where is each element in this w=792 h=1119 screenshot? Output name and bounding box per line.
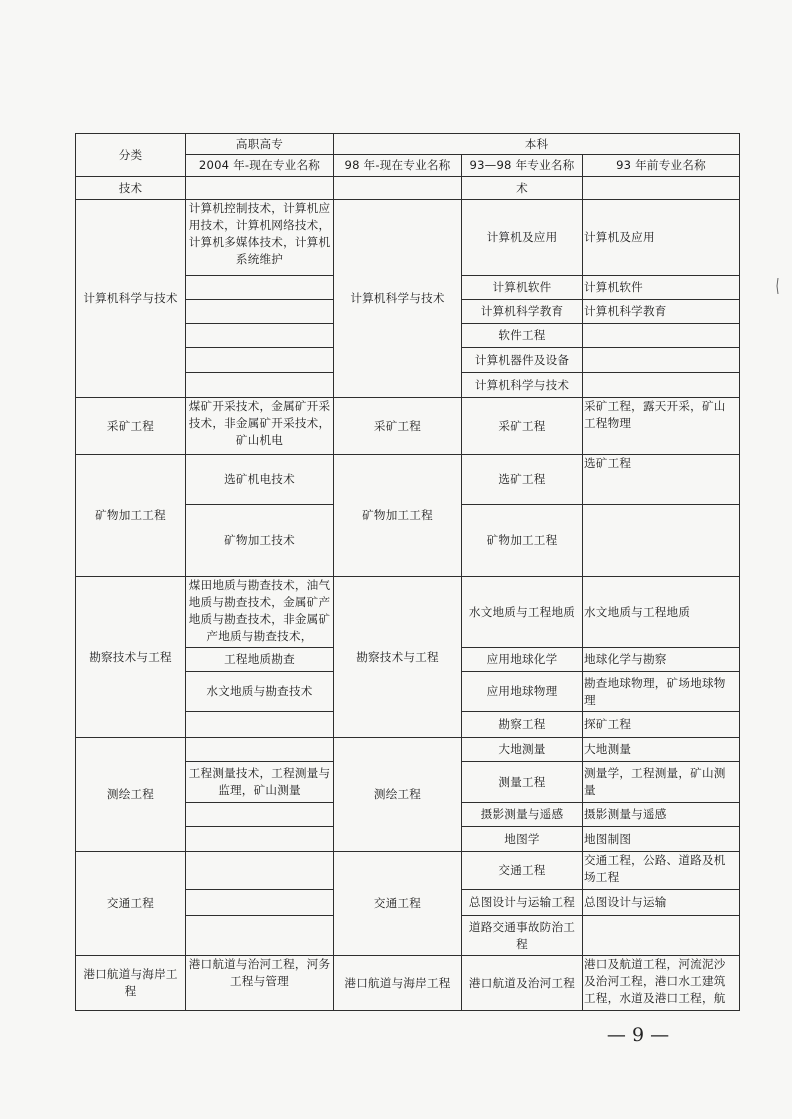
- vocational-major-cell: [186, 300, 333, 323]
- major-pre93-cell: 水文地质与工程地质: [584, 604, 691, 619]
- major-93-98-cell: 计算机及应用: [486, 230, 558, 244]
- major-pre93-cell: 采矿工程，露天开采，矿山工程物理: [584, 399, 726, 430]
- vocational-major-cell: [186, 373, 333, 397]
- header-col-93-98: 93—98 年专业名称: [469, 158, 575, 172]
- major-93-98-cell: 水文地质与工程地质: [468, 604, 576, 619]
- header-undergraduate: 本科: [524, 136, 549, 151]
- margin-ink-mark: [776, 278, 779, 294]
- page-number: — 9 —: [606, 1024, 670, 1046]
- major-93-98-cell: 地图学: [504, 831, 540, 846]
- major-93-98-cell: 选矿工程: [498, 472, 546, 486]
- major-98-cell: 勘察技术与工程: [356, 649, 439, 664]
- vocational-major-cell: [186, 803, 333, 826]
- category-cell: 港口航道与海岸工程: [83, 967, 178, 998]
- major-pre93-cell: 港口及航道工程，河流泥沙及治河工程，港口水工建筑工程，水道及港口工程，航: [584, 957, 726, 1005]
- vocational-major-cell: 选矿机电技术: [224, 472, 295, 486]
- category-cell: 矿物加工工程: [95, 508, 166, 522]
- major-98-cell: 交通工程: [373, 896, 422, 910]
- vocational-major-cell: [186, 276, 333, 299]
- major-93-98-cell: 计算机软件: [492, 280, 552, 294]
- major-pre93-cell: [583, 373, 739, 397]
- vocational-major-cell: [186, 852, 333, 889]
- category-cell: 测绘工程: [106, 787, 155, 801]
- major-93-98-cell: 交通工程: [498, 863, 546, 877]
- major-93-98-cell: 港口航道及治河工程: [468, 975, 576, 990]
- vocational-major-cell: [186, 348, 333, 372]
- vocational-major-cell: [186, 738, 333, 761]
- header-col-pre93: 93 年前专业名称: [616, 158, 706, 172]
- major-pre93-cell: 选矿工程: [584, 456, 632, 470]
- header-col-98: 98 年-现在专业名称: [344, 158, 451, 172]
- major-pre93-cell: 勘查地球物理，矿场地球物理: [584, 675, 726, 707]
- category-cell: 采矿工程: [106, 418, 155, 433]
- carry-over-93-98: 术: [516, 180, 528, 195]
- vocational-major-cell: 水文地质与勘查技术: [206, 684, 313, 698]
- vocational-major-cell: 港口航道与治河工程，河务工程与管理: [188, 957, 331, 988]
- major-pre93-cell: 总图设计与运输: [584, 895, 667, 909]
- major-98-cell: 港口航道与海岸工程: [344, 975, 451, 990]
- major-pre93-cell: 计算机科学教育: [584, 304, 667, 318]
- major-pre93-cell: 大地测量: [584, 742, 632, 756]
- category-cell: 勘察技术与工程: [89, 649, 172, 664]
- vocational-major-cell: 矿物加工技术: [224, 533, 295, 547]
- vocational-major-cell: [186, 890, 333, 915]
- major-93-98-cell: 应用地球物理: [486, 684, 558, 698]
- major-93-98-cell: 测量工程: [498, 774, 546, 789]
- major-93-98-cell: 摄影测量与遥感: [480, 807, 564, 821]
- major-pre93-cell: 计算机软件: [584, 280, 643, 294]
- vocational-major-cell: 工程测量技术，工程测量与监理，矿山测量: [188, 766, 331, 797]
- vocational-major-cell: [186, 827, 333, 851]
- major-93-98-cell: 软件工程: [498, 328, 546, 342]
- major-pre93-cell: 交通工程，公路、道路及机场工程: [584, 853, 726, 884]
- major-93-98-cell: 应用地球化学: [486, 652, 558, 666]
- category-cell: 计算机科学与技术: [83, 291, 178, 305]
- group-rule: [75, 1010, 739, 1011]
- table-border-right: [739, 133, 740, 1010]
- major-pre93-cell: [583, 324, 739, 347]
- major-93-98-cell: 大地测量: [498, 742, 546, 756]
- major-pre93-cell: 测量学，工程测量，矿山测量: [584, 766, 726, 797]
- specialty-comparison-table: [75, 133, 739, 1010]
- vocational-major-cell: 工程地质勘查: [224, 652, 295, 666]
- major-pre93-cell: 地图制图: [584, 831, 632, 846]
- major-93-98-cell: 计算机器件及设备: [474, 352, 570, 367]
- header-category: 分类: [118, 147, 143, 162]
- major-pre93-cell: 探矿工程: [584, 717, 632, 731]
- category-cell: 交通工程: [106, 896, 155, 910]
- major-98-cell: 计算机科学与技术: [350, 291, 445, 305]
- vocational-major-cell: 煤田地质与勘查技术，油气地质与勘查技术，金属矿产地质与勘查技术，非金属矿产地质与勘查技术，: [188, 578, 331, 643]
- vocational-major-cell: [186, 916, 333, 955]
- major-pre93-cell: 地球化学与勘察: [584, 652, 667, 666]
- header-col-2004: 2004 年-现在专业名称: [198, 158, 321, 172]
- major-93-98-cell: 勘察工程: [498, 717, 546, 731]
- major-93-98-cell: 总图设计与运输工程: [468, 895, 576, 909]
- major-pre93-cell: [583, 505, 739, 576]
- major-98-cell: 测绘工程: [373, 787, 422, 801]
- major-93-98-cell: 矿物加工工程: [486, 533, 558, 547]
- major-pre93-cell: [583, 916, 739, 955]
- header-vocational: 高职高专: [235, 136, 284, 151]
- major-98-cell: 矿物加工工程: [362, 508, 433, 522]
- major-93-98-cell: 道路交通事故防治工程: [468, 919, 576, 951]
- carry-over-category: 技术: [118, 180, 143, 195]
- major-pre93-cell: [583, 348, 739, 372]
- vocational-major-cell: 计算机控制技术，计算机应用技术，计算机网络技术，计算机多媒体技术，计算机系统维护: [188, 201, 331, 266]
- major-93-98-cell: 计算机科学与技术: [474, 377, 570, 392]
- vocational-major-cell: 煤矿开采技术，金属矿开采技术，非金属矿开采技术，矿山机电: [188, 399, 331, 447]
- major-98-cell: 采矿工程: [373, 418, 422, 433]
- vocational-major-cell: [186, 712, 333, 737]
- major-pre93-cell: 摄影测量与遥感: [584, 807, 667, 821]
- major-pre93-cell: 计算机及应用: [584, 230, 655, 244]
- vocational-major-cell: [186, 324, 333, 347]
- major-93-98-cell: 计算机科学教育: [480, 304, 564, 318]
- major-93-98-cell: 采矿工程: [498, 418, 546, 433]
